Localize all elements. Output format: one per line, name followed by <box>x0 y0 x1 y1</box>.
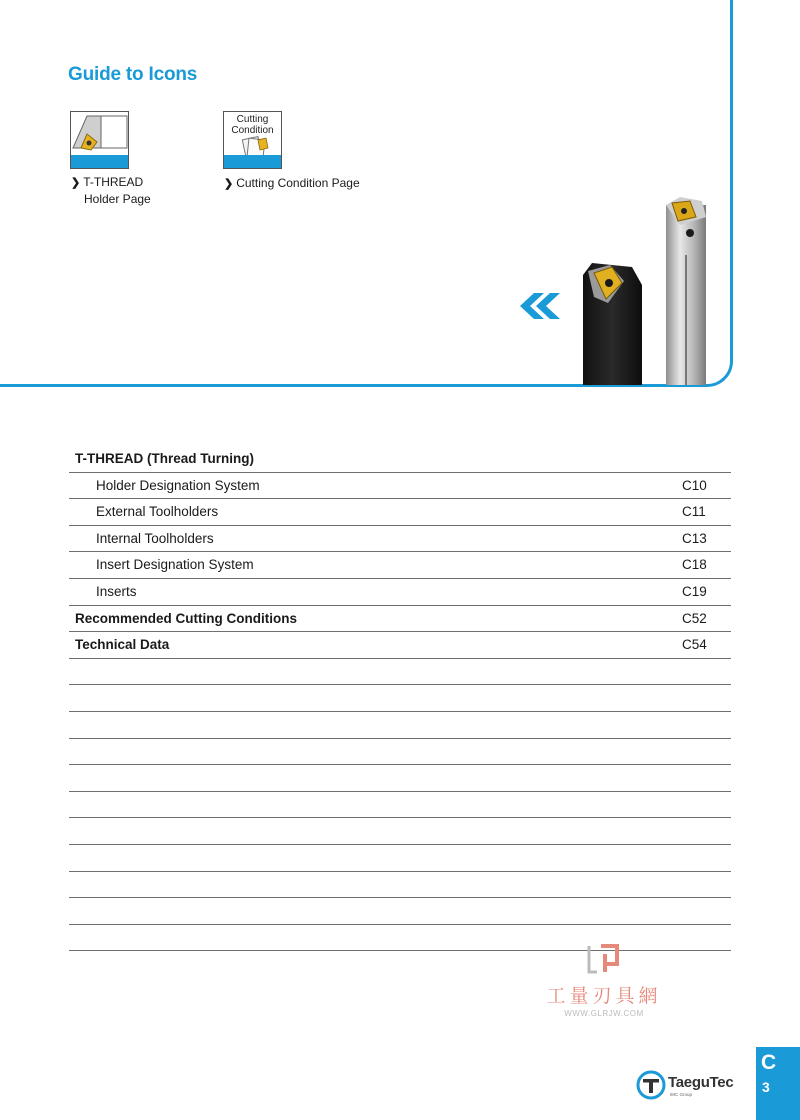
caption-text: Cutting Condition Page <box>236 176 360 190</box>
toc-blank-row <box>69 739 731 766</box>
logo-tagline: IMC Group <box>670 1092 693 1097</box>
caption-line2: Holder Page <box>84 192 151 206</box>
chevron-right-icon: ❯ <box>224 178 234 190</box>
toc-label: Internal Toolholders <box>96 530 214 546</box>
icon-blue-strip <box>71 155 128 168</box>
guide-title: Guide to Icons <box>68 64 198 85</box>
taegutec-logo-icon <box>636 1070 666 1100</box>
toc-blank-row <box>69 872 731 899</box>
toc-row[interactable] <box>69 446 731 473</box>
toc-blank-row <box>69 792 731 819</box>
icon-text-line2: Condition <box>231 125 274 136</box>
toc-row[interactable] <box>69 606 731 633</box>
section-tab <box>756 1047 800 1120</box>
chevron-right-icon: ❯ <box>71 177 81 189</box>
toc-blank-row <box>69 898 731 925</box>
caption-line1: T-THREAD <box>83 175 144 189</box>
icon-text-line1: Cutting <box>236 114 269 125</box>
toc-row[interactable] <box>69 526 731 553</box>
taegutec-logo <box>636 1068 748 1102</box>
toc-row[interactable] <box>69 473 731 500</box>
toc-label: Technical Data <box>75 637 170 653</box>
toolholder-product-image <box>580 195 730 385</box>
t-thread-holder-caption <box>71 174 151 207</box>
toc-blank-row <box>69 685 731 712</box>
toc-blank-row <box>69 765 731 792</box>
icon-blue-strip <box>224 155 281 168</box>
toc-row[interactable] <box>69 499 731 526</box>
toc-label: Recommended Cutting Conditions <box>75 610 297 626</box>
toc-row[interactable] <box>69 632 731 659</box>
toc-page-ref: C54 <box>682 637 707 653</box>
page-number: 3 <box>762 1079 770 1095</box>
toc-page-ref: C52 <box>682 610 707 626</box>
cutting-condition-caption <box>224 175 360 192</box>
toc-page-ref: C18 <box>682 557 707 573</box>
cutting-condition-icon-text <box>224 114 281 136</box>
toc-label: Inserts <box>96 583 137 599</box>
toc-blank-row <box>69 818 731 845</box>
toc-blank-row <box>69 845 731 872</box>
toc-label: External Toolholders <box>96 504 219 520</box>
toc-row[interactable] <box>69 552 731 579</box>
logo-name: TaeguTec <box>668 1074 734 1091</box>
watermark-logo-icon <box>583 944 625 974</box>
toc-page-ref: C19 <box>682 583 707 599</box>
double-chevron-left-icon[interactable] <box>520 293 562 319</box>
cutting-condition-icon <box>223 111 282 169</box>
toc-label: T-THREAD (Thread Turning) <box>75 451 254 466</box>
toc-page-ref: C10 <box>682 477 707 493</box>
section-letter: C <box>761 1051 777 1074</box>
watermark <box>536 944 672 1018</box>
table-of-contents <box>69 446 731 951</box>
watermark-url: WWW.GLRJW.COM <box>564 1009 644 1018</box>
t-thread-holder-icon <box>70 111 129 169</box>
watermark-text: 工量刃具網 <box>546 985 662 1007</box>
toc-blank-row <box>69 712 731 739</box>
toc-page-ref: C13 <box>682 530 707 546</box>
toc-label: Insert Designation System <box>96 557 254 573</box>
toc-blank-row <box>69 659 731 686</box>
toc-label: Holder Designation System <box>96 477 260 493</box>
toc-page-ref: C11 <box>682 504 706 520</box>
toc-row[interactable] <box>69 579 731 606</box>
